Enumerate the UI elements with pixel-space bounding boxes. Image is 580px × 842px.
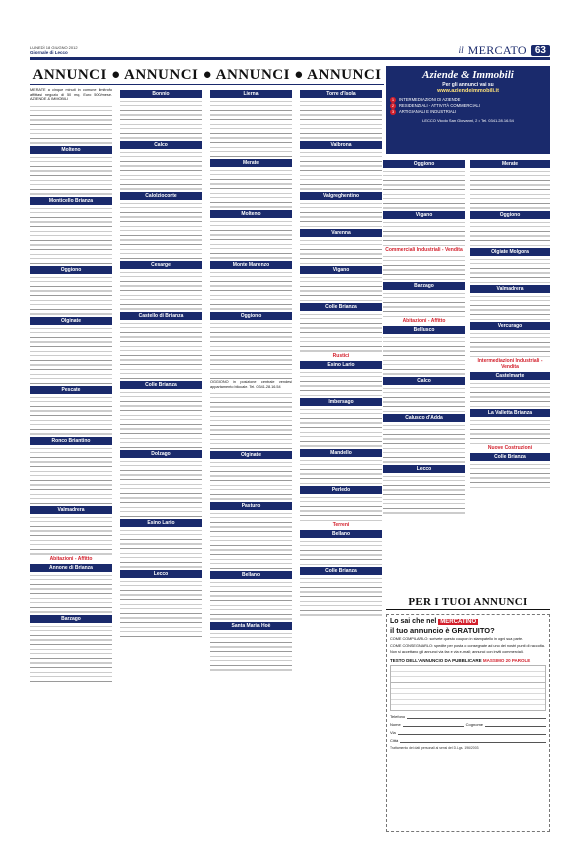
ad-block	[120, 270, 202, 310]
section-band: Calolziocorte	[120, 192, 202, 200]
ad-block	[120, 579, 202, 637]
section-band: Valgreghentino	[300, 192, 382, 200]
ad-block	[30, 155, 112, 195]
ad-block	[210, 460, 292, 500]
section-band: Molteno	[210, 210, 292, 218]
ad-coupon-form	[386, 614, 550, 832]
ad-block	[300, 150, 382, 190]
section-band: Barzago	[30, 615, 112, 623]
section-band: Castelmarte	[470, 372, 550, 380]
section-band: Pasturo	[210, 502, 292, 510]
section-band: Vigano	[300, 266, 382, 274]
ad-block	[383, 386, 465, 412]
section-band: Merate	[210, 159, 292, 167]
section-band: Merate	[470, 160, 550, 168]
section-band: Bonnio	[120, 90, 202, 98]
ad-block	[30, 395, 112, 435]
ad-block	[383, 474, 465, 514]
coupon-instructions-1: COME COMPILARLO: scrivete questo coupon in stampatello in ogni sua parte.	[390, 637, 524, 641]
coupon-form-title-text: TESTO DELL'ANNUNCIO DA PUBBLICARE	[390, 657, 482, 663]
ad-block	[30, 206, 112, 264]
category-chip: Nuove Costruzioni	[487, 445, 533, 451]
section-band: Esino Lario	[120, 519, 202, 527]
issue-meta	[30, 45, 78, 55]
column-2	[120, 88, 202, 832]
annunci-headline	[30, 66, 384, 85]
category-chip: Commerciali Industriali - Vendita	[385, 247, 463, 253]
section-band: Lecco	[120, 570, 202, 578]
ad-block	[470, 294, 550, 320]
section-band: Lierna	[210, 90, 292, 98]
coupon-instructions-3: Non si accettano gli annunci via fax e via e-mail; annunci con inviti commerciali.	[390, 650, 524, 655]
ad-block	[30, 275, 112, 315]
field-label: Città	[390, 737, 399, 743]
field-label: Nome	[390, 721, 401, 727]
banner-list	[390, 97, 546, 115]
ad-block	[30, 326, 112, 384]
banner-item-label: RESIDENZIALI - ATTIVITÀ COMMERCIALI	[399, 103, 480, 108]
ad-block	[300, 99, 382, 139]
ad-block	[30, 624, 112, 682]
coupon-lo-sai: Lo sai che nel	[390, 618, 437, 625]
section-band: Olginate	[30, 317, 112, 325]
ad-block	[210, 270, 292, 310]
banner-item-label: ARTIGIANALI E INDUSTRIALI	[399, 109, 457, 114]
field-line[interactable]	[485, 722, 546, 727]
section-band: Colle Brianza	[120, 381, 202, 389]
header-rule	[30, 57, 550, 60]
ad-block	[300, 238, 382, 264]
ad-block	[383, 254, 465, 280]
section-band: Pescate	[30, 386, 112, 394]
ad-block	[120, 321, 202, 379]
ad-block	[210, 511, 292, 569]
number-badge-icon: 2	[391, 103, 395, 108]
section-band: Esino Lario	[300, 361, 382, 369]
ad-block	[300, 539, 382, 565]
section-band: Oggiono	[383, 160, 465, 168]
annunci-title-text: PER I TUOI ANNUNCI	[408, 595, 528, 608]
coupon-gratuito: il tuo annuncio è GRATUITO?	[390, 626, 495, 635]
section-band: Bellusco	[383, 326, 465, 334]
ad-block	[210, 631, 292, 671]
headline-text: ANNUNCI ● ANNUNCI ● ANNUNCI ● ANNUNCI	[32, 66, 382, 83]
ad-block	[383, 220, 465, 246]
section-band: Colle Brianza	[470, 453, 550, 461]
banner-url[interactable]: www.aziendeimmobili.it	[437, 88, 499, 94]
section-band: Oggiono	[30, 266, 112, 274]
section-band: Imbersago	[300, 398, 382, 406]
citta-field[interactable]	[390, 738, 546, 743]
ad-block	[300, 275, 382, 301]
ad-block	[120, 99, 202, 139]
ad-block	[470, 331, 550, 357]
ad-block	[30, 515, 112, 555]
ad-block	[210, 99, 292, 157]
brand-mercato: MERCATO	[467, 42, 527, 57]
ad-block	[470, 381, 550, 407]
column-1	[30, 88, 112, 832]
section-band: Valbrona	[300, 141, 382, 149]
nome-field[interactable]	[390, 722, 546, 727]
coupon-form-title	[390, 658, 546, 663]
section-band: Annone di Brianza	[30, 564, 112, 572]
ad-block	[210, 391, 292, 449]
brand-il: il	[458, 45, 464, 55]
column-5	[383, 158, 465, 588]
coupon-instructions-2: COME CONSEGNARLO: spedite per posta o consegnate ad uno dei nostri punti di raccolta.	[390, 643, 545, 648]
section-band: Ronco Briantino	[30, 437, 112, 445]
banner-item-label: INTERMEDIAZIONI DI AZIENDE	[399, 97, 461, 102]
section-band: Calusco d'Adda	[383, 414, 465, 422]
coupon-mercatino: MERCATINO	[440, 618, 477, 625]
category-chip: Abitazioni - Affitto	[49, 555, 93, 562]
ad-text-input-grid[interactable]	[390, 665, 546, 711]
number-badge-icon: 1	[391, 97, 395, 102]
ad-block	[30, 446, 112, 504]
section-band: Varenna	[300, 229, 382, 237]
section-band: Bellano	[210, 571, 292, 579]
telefono-field[interactable]	[390, 714, 546, 719]
section-band: Calco	[120, 141, 202, 149]
section-band: Oggiono	[210, 312, 292, 320]
section-band: Vercurago	[470, 322, 550, 330]
section-band: Olginate	[210, 451, 292, 459]
ad-block	[383, 291, 465, 317]
ad-block	[470, 462, 550, 488]
ad-block	[383, 423, 465, 463]
section-band: Monte Marenzo	[210, 261, 292, 269]
ad-block	[300, 407, 382, 447]
ad-block	[210, 219, 292, 259]
coupon-header	[390, 618, 546, 625]
ad-text: OGGIONO in posizione centrale vendesi appartamento bilocale. Tel. 0341.28.16.54	[210, 380, 292, 389]
section-band: Santa Maria Hoè	[210, 622, 292, 630]
ad-block	[120, 459, 202, 517]
ad-block	[300, 576, 382, 616]
column-4	[300, 88, 382, 832]
section-band: Cesarge	[120, 261, 202, 269]
ad-block	[30, 104, 112, 144]
ad-block	[210, 168, 292, 208]
category-chip: Rustici	[332, 353, 350, 359]
field-line[interactable]	[398, 730, 546, 735]
ad-block	[210, 321, 292, 379]
page-number: 63	[531, 45, 550, 56]
field-label: Telefono	[390, 713, 406, 719]
ad-block	[210, 580, 292, 620]
banner-item	[390, 109, 546, 115]
section-brand	[459, 43, 550, 58]
ad-block	[300, 370, 382, 396]
field-label: Via	[390, 729, 396, 735]
section-band: Olgiate Molgora	[470, 248, 550, 256]
ad-block	[470, 169, 550, 209]
page-header	[30, 44, 550, 56]
aziende-immobili-banner	[386, 66, 550, 154]
column-6	[470, 158, 550, 508]
ad-block	[383, 169, 465, 209]
ad-block	[120, 150, 202, 190]
coupon-form-max: MASSIMO 20 PAROLE	[482, 657, 531, 663]
section-band: Calco	[383, 377, 465, 385]
via-field[interactable]	[390, 730, 546, 735]
paper-name: Giornale di Lecco	[30, 50, 68, 55]
section-band: Perledo	[300, 486, 382, 494]
section-band: Valmadrera	[30, 506, 112, 514]
section-band: Molteno	[30, 146, 112, 154]
category-chip: Terreni	[332, 522, 350, 528]
ad-block	[470, 418, 550, 444]
section-band: Castello di Brianza	[120, 312, 202, 320]
field-label: Cognome	[465, 721, 484, 727]
section-band: Valmadrera	[470, 285, 550, 293]
field-line[interactable]	[403, 722, 464, 727]
ad-block	[300, 312, 382, 352]
ad-block	[300, 495, 382, 521]
coupon-footer: Trattamento dei dati personali ai sensi del D.Lgs. 196/2003	[390, 745, 479, 750]
per-i-tuoi-annunci-title	[386, 594, 550, 610]
issue-date: LUNEDÌ 18 GIUGNO 2012	[30, 45, 78, 50]
section-band: Colle Brianza	[300, 303, 382, 311]
ad-block	[120, 201, 202, 259]
ad-block	[470, 220, 550, 246]
field-line[interactable]	[407, 714, 546, 719]
ad-block	[300, 201, 382, 227]
ad-block	[120, 528, 202, 568]
section-band: Oggiono	[470, 211, 550, 219]
banner-title: Aziende & Immobili	[422, 69, 514, 81]
ad-block	[300, 458, 382, 484]
section-band: Dolzago	[120, 450, 202, 458]
section-band: Barzago	[383, 282, 465, 290]
column-3	[210, 88, 292, 832]
banner-subtitle: Per gli annunci vai su	[442, 82, 494, 88]
section-band: Colle Brianza	[300, 567, 382, 575]
section-band: Torre d'Isola	[300, 90, 382, 98]
section-band: Monticello Brianza	[30, 197, 112, 205]
ad-text: MERATE a cinque minuti in comune limitrofo affittasi negozio di 50 mq. Euro 500/mese. AZIENDE & IMMOBILI	[30, 88, 112, 102]
ad-block	[383, 335, 465, 375]
category-chip: Intermediazioni Industriali - Vendita	[477, 358, 543, 370]
number-badge-icon: 3	[391, 109, 395, 114]
banner-address: LECCO Vicolo San Giovanni, 2 • Tel. 0341.28.16.54	[422, 118, 514, 123]
field-line[interactable]	[400, 738, 546, 743]
section-band: Mandello	[300, 449, 382, 457]
section-band: Vigano	[383, 211, 465, 219]
ad-block	[120, 390, 202, 448]
section-band: Lecco	[383, 465, 465, 473]
ad-block	[470, 257, 550, 283]
section-band: La Valletta Brianza	[470, 409, 550, 417]
category-chip: Abitazioni - Affitto	[402, 318, 446, 324]
section-band: Bellano	[300, 530, 382, 538]
ad-block	[30, 573, 112, 613]
